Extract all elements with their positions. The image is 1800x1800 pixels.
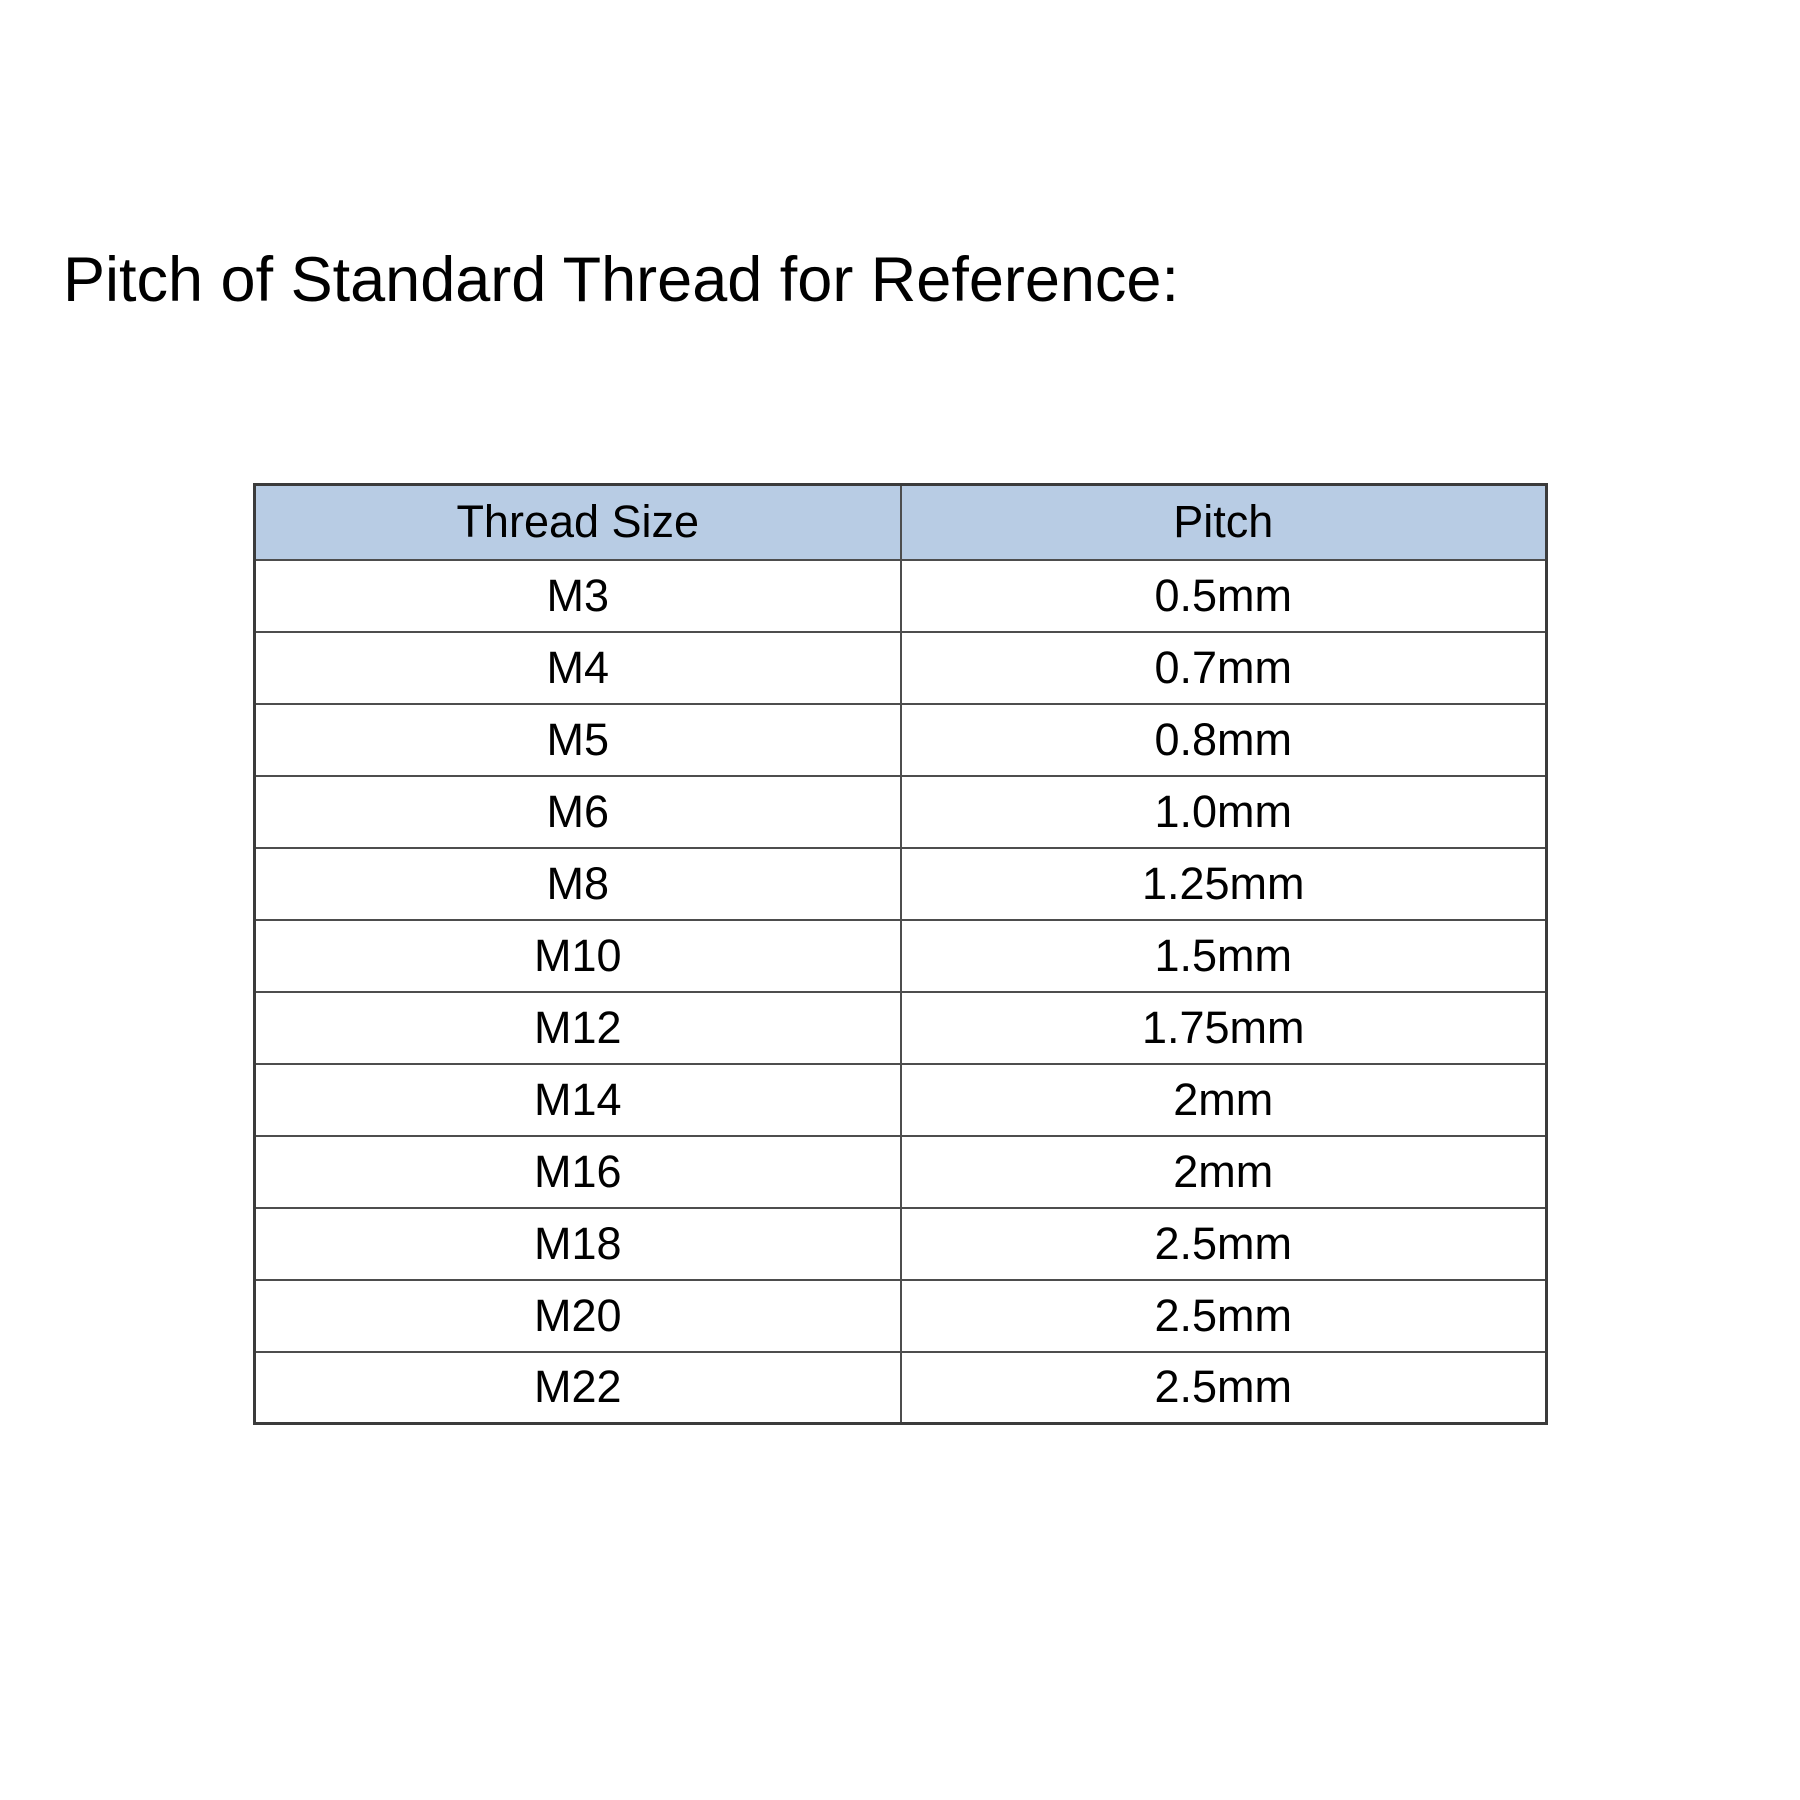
pitch-cell: 2mm [901, 1064, 1547, 1136]
pitch-cell: 2.5mm [901, 1280, 1547, 1352]
thread-size-cell: M3 [255, 560, 901, 632]
thread-size-cell: M20 [255, 1280, 901, 1352]
table-row [255, 1136, 1547, 1208]
pitch-cell: 1.0mm [901, 776, 1547, 848]
pitch-cell: 0.7mm [901, 632, 1547, 704]
thread-pitch-table [253, 483, 1548, 1425]
pitch-cell: 0.5mm [901, 560, 1547, 632]
thread-size-cell: M10 [255, 920, 901, 992]
thread-size-cell: M12 [255, 992, 901, 1064]
table-row [255, 992, 1547, 1064]
thread-size-cell: M16 [255, 1136, 901, 1208]
thread-size-header: Thread Size [255, 485, 901, 560]
pitch-cell: 2mm [901, 1136, 1547, 1208]
thread-size-cell: M8 [255, 848, 901, 920]
table-row [255, 1352, 1547, 1424]
pitch-cell: 1.25mm [901, 848, 1547, 920]
thread-size-cell: M6 [255, 776, 901, 848]
pitch-cell: 0.8mm [901, 704, 1547, 776]
table-row [255, 776, 1547, 848]
thread-size-cell: M4 [255, 632, 901, 704]
table-row [255, 704, 1547, 776]
page-title: Pitch of Standard Thread for Reference: [63, 245, 1179, 315]
table-row [255, 920, 1547, 992]
pitch-cell: 1.75mm [901, 992, 1547, 1064]
table-row [255, 1280, 1547, 1352]
thread-size-cell: M22 [255, 1352, 901, 1424]
table-row [255, 632, 1547, 704]
table-row [255, 848, 1547, 920]
thread-size-cell: M18 [255, 1208, 901, 1280]
table-row [255, 1208, 1547, 1280]
pitch-cell: 2.5mm [901, 1208, 1547, 1280]
pitch-header: Pitch [901, 485, 1547, 560]
thread-size-cell: M5 [255, 704, 901, 776]
header-row [255, 485, 1547, 560]
thread-size-cell: M14 [255, 1064, 901, 1136]
pitch-cell: 2.5mm [901, 1352, 1547, 1424]
table-row [255, 560, 1547, 632]
pitch-cell: 1.5mm [901, 920, 1547, 992]
table-row [255, 1064, 1547, 1136]
